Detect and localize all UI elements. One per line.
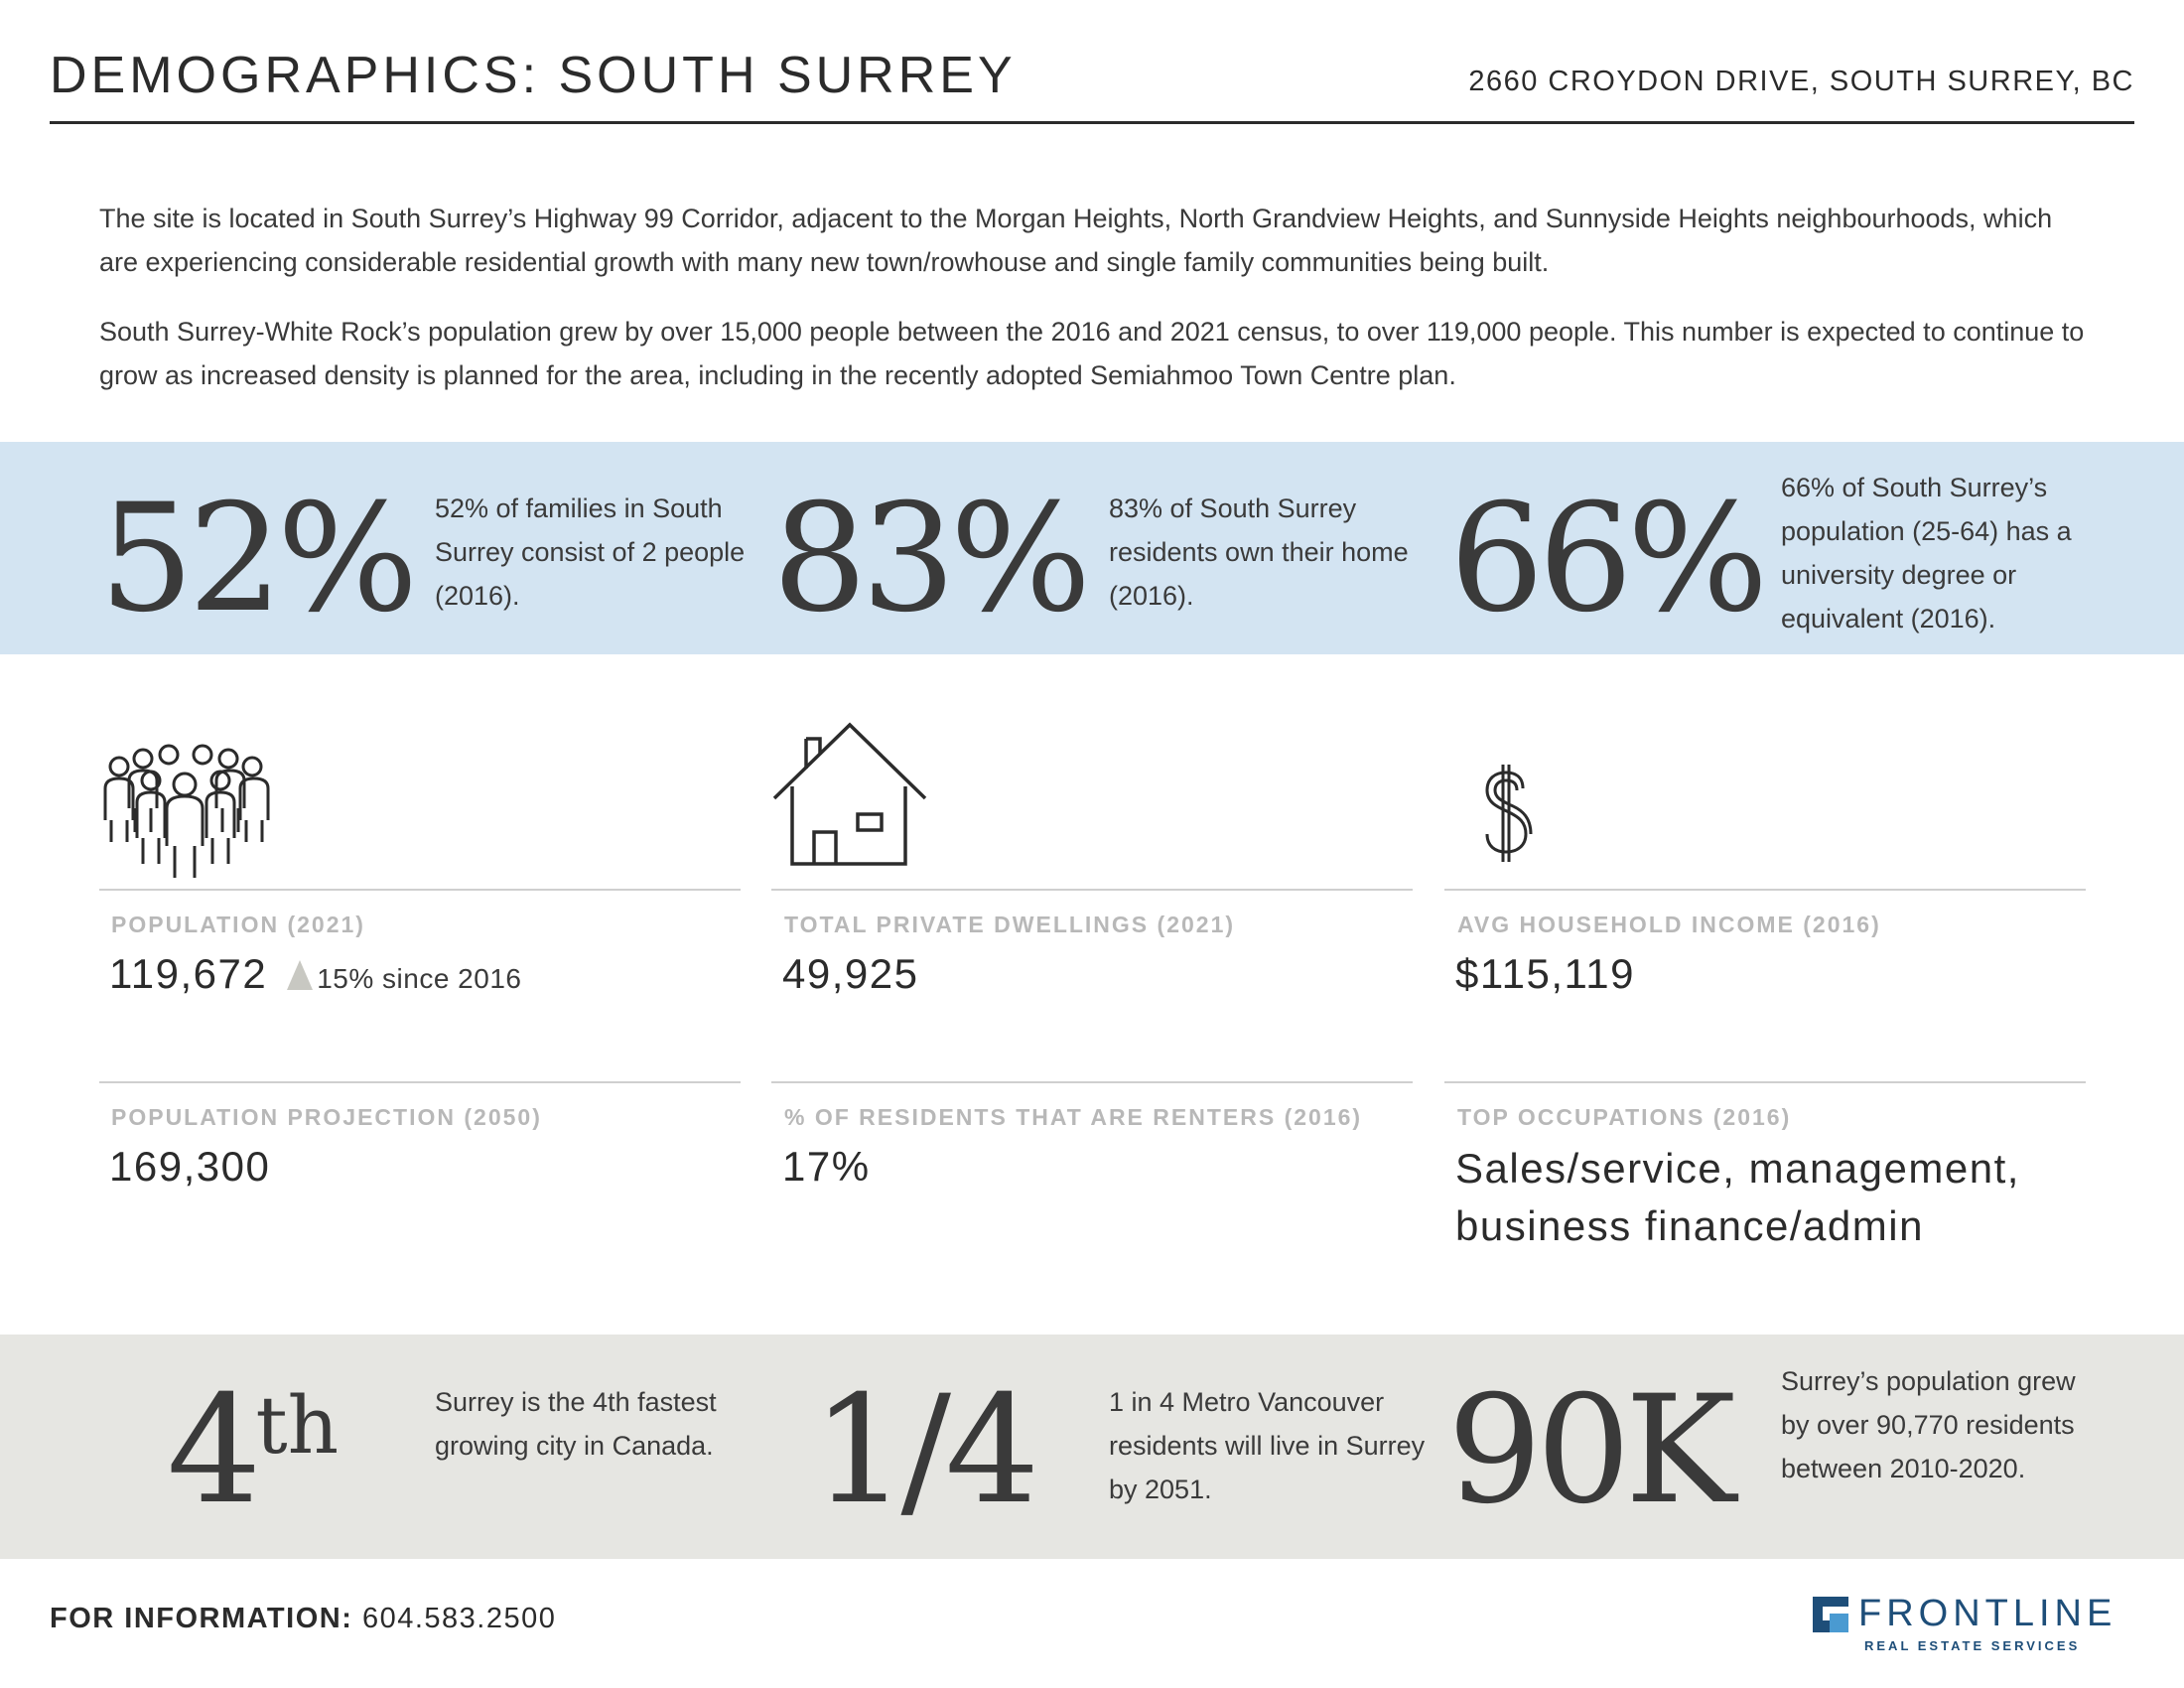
metric-divider — [99, 1081, 741, 1083]
stat-text-education: 66% of South Surrey’s population (25-64) has a university degree or equivalent (2016). — [1781, 473, 2072, 633]
logo-name: FRONTLINE — [1858, 1593, 2117, 1634]
intro-paragraph-1: The site is located in South Surrey’s Highway 99 Corridor, adjacent to the Morgan Heights, North Grandview Heights, and Sunnyside Heights neighbourhoods, which are experiencing considerable residential growth with many new town/rowhouse and single family communities being built. — [99, 204, 2053, 277]
stat-number-families: 52% — [99, 473, 413, 645]
renters-label: % OF RESIDENTS THAT ARE RENTERS (2016) — [784, 1104, 1363, 1130]
stat-number-metro-share: 1/4 — [812, 1364, 1034, 1537]
contact-info — [50, 1603, 556, 1635]
house-icon — [770, 721, 929, 866]
stat-number-growth-rank-value: 4 — [167, 1364, 256, 1537]
population-change: 15% since 2016 — [317, 963, 522, 994]
increase-triangle-icon — [287, 960, 313, 990]
projection-value: 169,300 — [109, 1143, 271, 1190]
stat-text-metro-share: 1 in 4 Metro Vancouver residents will live in Surrey by 2051. — [1109, 1387, 1426, 1504]
dollar-sign-icon — [1479, 763, 1533, 864]
logo-subtitle: REAL ESTATE SERVICES — [1864, 1638, 2081, 1653]
dwellings-value: 49,925 — [782, 950, 919, 997]
population-label: POPULATION (2021) — [111, 912, 365, 937]
logo-mark-icon — [1813, 1597, 1848, 1632]
header-divider — [50, 121, 2134, 124]
projection-label: POPULATION PROJECTION (2050) — [111, 1104, 542, 1130]
occupations-label: TOP OCCUPATIONS (2016) — [1457, 1104, 1792, 1130]
stat-text-ownership: 83% of South Surrey residents own their home (2016). — [1109, 493, 1409, 611]
stat-number-ownership: 83% — [772, 473, 1086, 645]
intro-paragraph-2: South Surrey-White Rock’s population grew by over 15,000 people between the 2016 and 2021 census, to over 119,000 people. This number is expected to continue to grow as increased density is planned for the area, including in the recently adopted Semiahmoo Town Centre plan. — [99, 317, 2085, 390]
stat-text-growth-rank: Surrey is the 4th fastest growing city in Canada. — [435, 1387, 717, 1461]
income-label: AVG HOUSEHOLD INCOME (2016) — [1457, 912, 1881, 937]
people-group-icon — [99, 735, 274, 880]
population-value-row — [109, 949, 521, 999]
stat-number-growth-rank — [167, 1364, 340, 1537]
stat-number-education: 66% — [1449, 473, 1763, 645]
metric-divider — [1444, 1081, 2086, 1083]
metric-divider — [771, 1081, 1413, 1083]
contact-label: FOR INFORMATION: — [50, 1603, 353, 1634]
page-title: DEMOGRAPHICS: SOUTH SURREY — [50, 47, 1017, 104]
contact-phone[interactable]: 604.583.2500 — [361, 1603, 557, 1634]
metric-divider — [1444, 889, 2086, 891]
metric-divider — [99, 889, 741, 891]
metric-divider — [771, 889, 1413, 891]
population-value: 119,672 — [109, 950, 268, 997]
stat-text-population-growth: Surrey’s population grew by over 90,770 residents between 2010-2020. — [1781, 1366, 2076, 1483]
occupations-value: Sales/service, management, business finance/admin — [1455, 1145, 2020, 1249]
stat-number-growth-rank-suffix: th — [255, 1379, 340, 1472]
stat-text-families: 52% of families in South Surrey consist of 2 people (2016). — [435, 493, 746, 611]
dwellings-label: TOTAL PRIVATE DWELLINGS (2021) — [784, 912, 1236, 937]
stat-number-population-growth: 90K — [1447, 1364, 1730, 1537]
property-address: 2660 CROYDON DRIVE, SOUTH SURREY, BC — [1468, 66, 2134, 97]
income-value: $115,119 — [1455, 950, 1635, 997]
renters-value: 17% — [782, 1143, 871, 1190]
